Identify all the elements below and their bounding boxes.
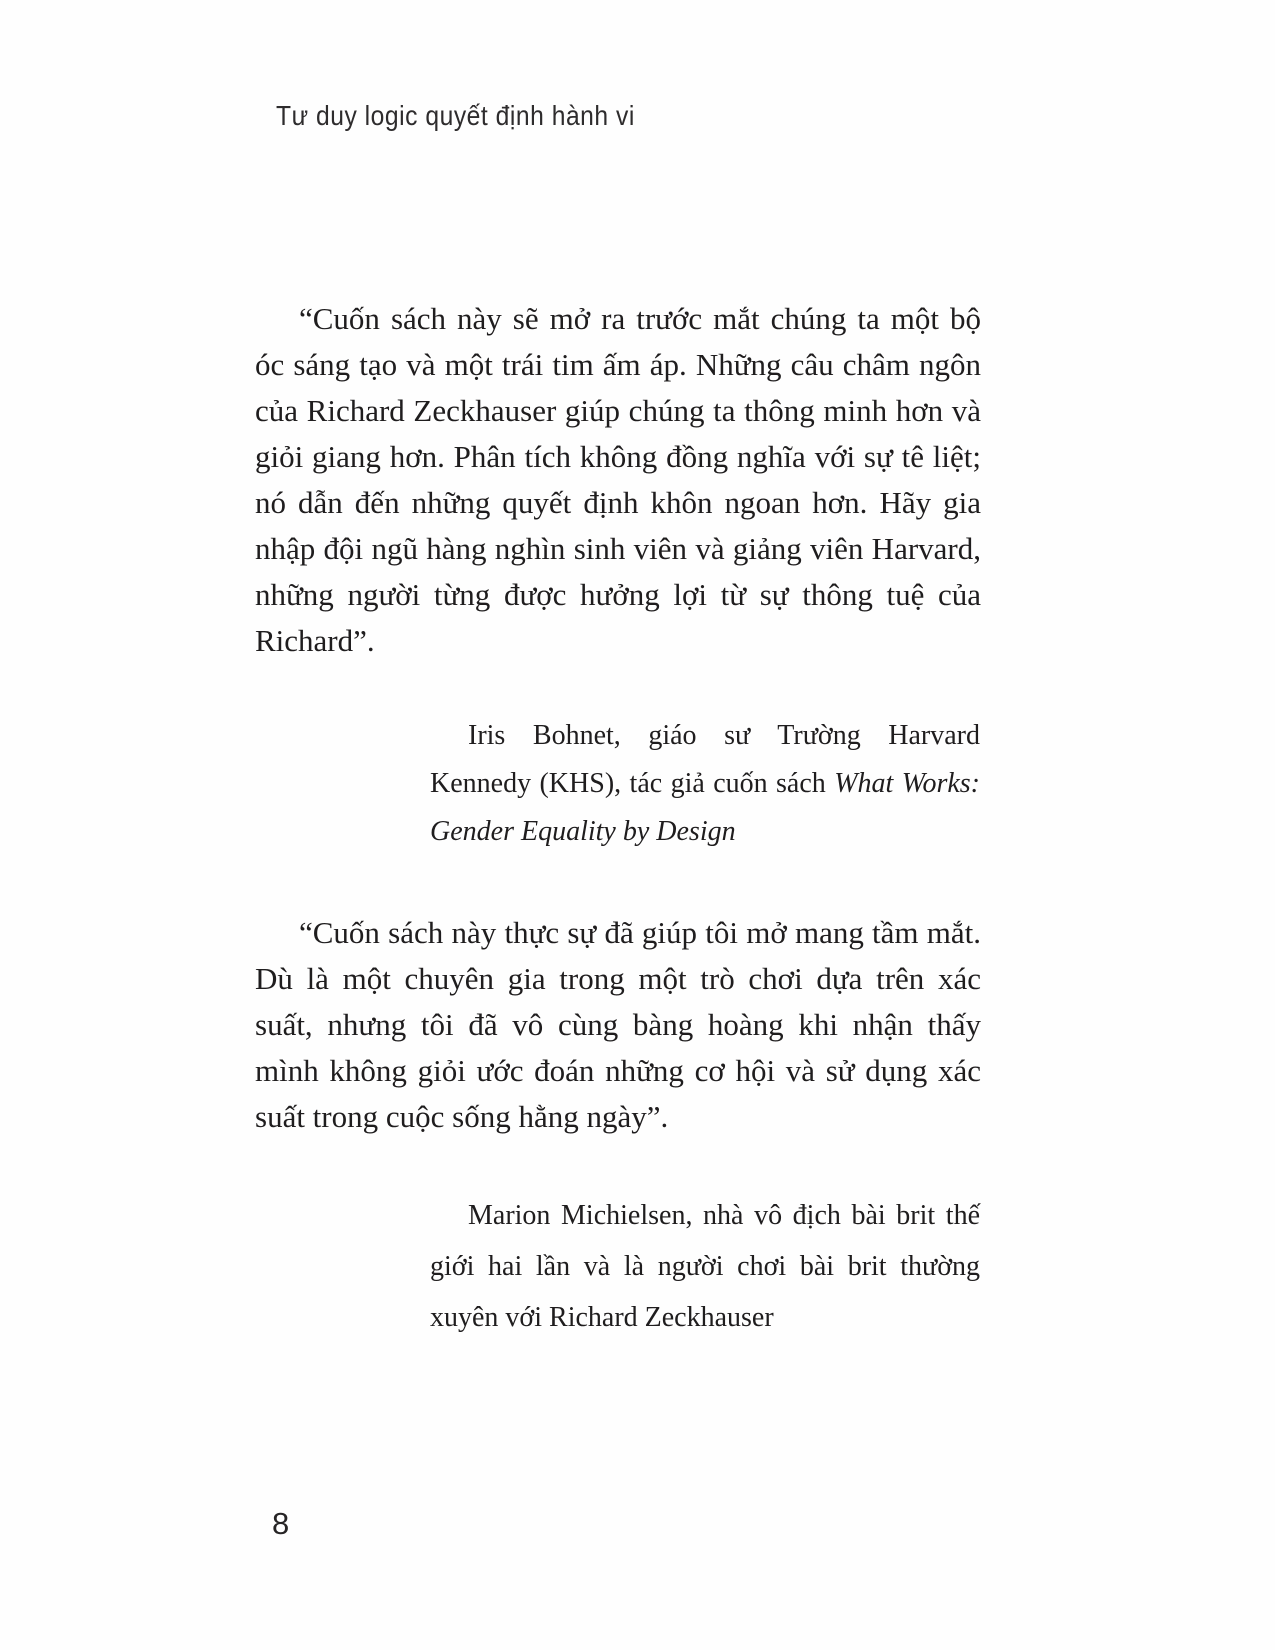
- attribution-text: Iris Bohnet, giáo sư Trường Harvard Kennedy (KHS), tác giả cuốn sách: [430, 720, 980, 799]
- quote-attribution-2: [430, 1190, 980, 1343]
- attribution-text: Marion Michielsen, nhà vô địch bài brit thế giới hai lần và là người chơi bài brit thường xuyên với Richard Zeckhauser: [430, 1200, 980, 1333]
- quote-text: “Cuốn sách này thực sự đã giúp tôi mở mang tầm mắt. Dù là một chuyên gia trong một trò chơi dựa trên xác suất, nhưng tôi đã vô cùng bàng hoàng khi nhận thấy mình không giỏi ước đoán những cơ hội và sử dụng xác suất trong cuộc sống hằng ngày”.: [255, 915, 981, 1134]
- quote-attribution-1: [430, 712, 980, 856]
- quote-text: “Cuốn sách này sẽ mở ra trước mắt chúng ta một bộ óc sáng tạo và một trái tim ấm áp. Những câu châm ngôn của Richard Zeckhauser giúp chúng ta thông minh hơn và giỏi giang hơn. Phân tích không đồng nghĩa với sự tê liệt; nó dẫn đến những quyết định khôn ngoan hơn. Hãy gia nhập đội ngũ hàng nghìn sinh viên và giảng viên Harvard, những người từng được hưởng lợi từ sự thông tuệ của Richard”.: [255, 301, 981, 658]
- attribution-book-title: What Works: Gender Equality by Design: [430, 768, 980, 847]
- testimonial-quote-1: [255, 296, 981, 664]
- running-header: Tư duy logic quyết định hành vi: [276, 100, 635, 131]
- page-number: 8: [272, 1506, 290, 1541]
- testimonial-quote-2: [255, 910, 981, 1140]
